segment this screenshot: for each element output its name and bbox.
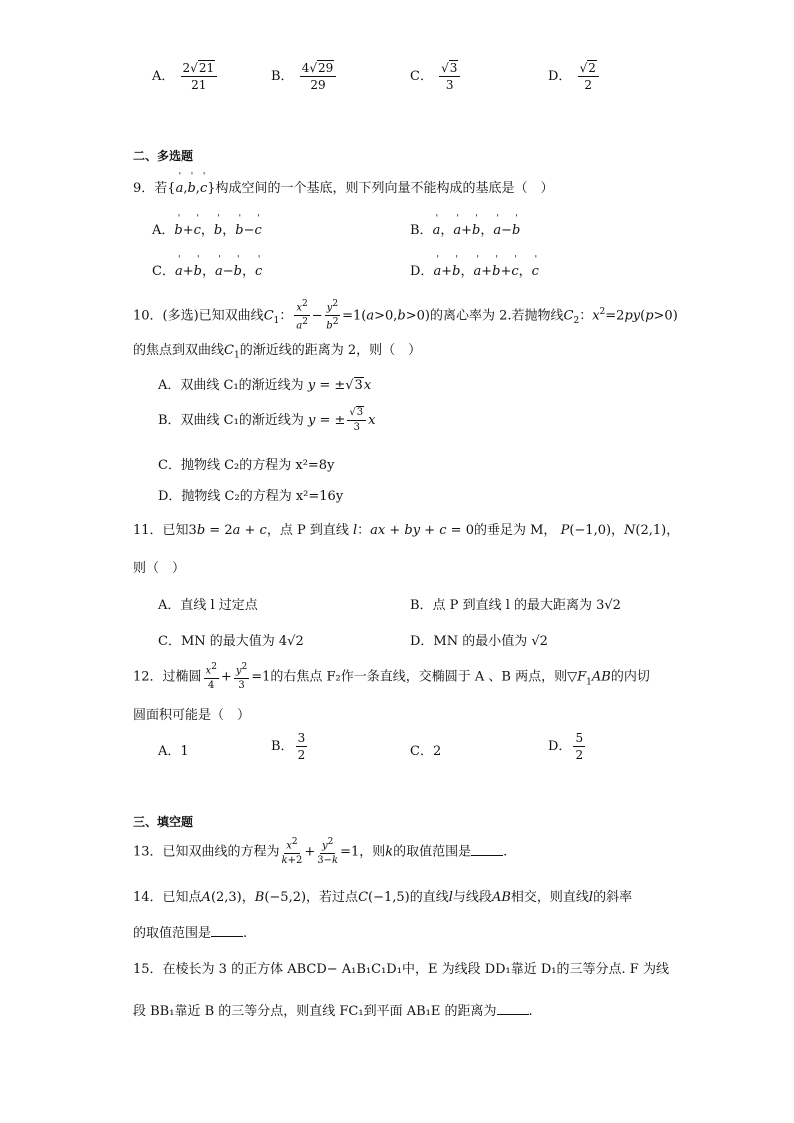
q8-option-d: D． $\frac{√2}{2}$ [548, 62, 601, 91]
q15-stem-line1: 15．在棱长为 3 的正方体 ABCD− A₁B₁C₁D₁中，E 为线段 DD₁靠近 D₁的三等分点. F 为线 [133, 962, 669, 977]
q12-stem-line1: 12．过椭圆 $\frac{x^2}{4}$ + $\frac{y^2}{3}$ =1的右焦点 F₂作一条直线，交椭圆于 A 、B 两点，则$▽F_1AB$的内切 [133, 662, 650, 692]
q11-stem-line1: 11．已知3b = 2a + c，点 P 到直线 l：ax + by + c = 0的垂足为 M， P(−1,0)，N(2,1)， [133, 523, 680, 538]
q12-option-c: C．2 [410, 744, 442, 759]
q10-option-c: C．抛物线 C₂的方程为 x²=8y [158, 458, 335, 473]
q11-option-c: C．MN 的最大值为 4√2 [158, 634, 304, 649]
q11-option-b: B．点 P 到直线 l 的最大距离为 3√2 [410, 598, 621, 613]
q12-option-b: B． $\frac{3}{2}$ [271, 731, 306, 762]
q9-stem: 9．若{' a,' b,' c}构成空间的一个基底，则下列向量不能构成的基底是（ ） [133, 177, 554, 196]
q8-option-a: A． $\frac{2√21}{21}$ [152, 62, 219, 91]
q14-stem-line2: 的取值范围是 . [133, 926, 248, 941]
q15-answer-blank[interactable] [497, 1014, 529, 1015]
section-heading-multiple-choice: 二、多选题 [133, 149, 194, 163]
q8-option-b: B． $\frac{4√29}{29}$ [271, 62, 338, 91]
q14-answer-blank[interactable] [211, 936, 243, 937]
q11-option-a: A．直线 l 过定点 [158, 598, 258, 613]
q15-stem-line2: 段 BB₁靠近 B 的三等分点，则直线 FC₁到平面 AB₁E 的距离为 . [133, 1004, 533, 1019]
q9-option-d: D．' a+' b，' a+' b+' c，' c [410, 260, 539, 279]
q10-stem-line2: 的焦点到双曲线$C_1$的渐近线的距离为 2，则（ ） [133, 343, 422, 361]
q12-option-d: D． $\frac{5}{2}$ [548, 731, 584, 762]
q13-stem: 13．已知双曲线的方程为 $\frac{x^2}{k+2}$ + $\frac{y^2}{3-k}$ =1，则k的取值范围是 . [133, 837, 508, 867]
q10-option-a: A．双曲线 C₁的渐近线为 y = ±√3x [158, 378, 372, 393]
q9-option-b: B．' a，' a+' b，' a−' b [410, 219, 520, 238]
section-heading-fill-in: 三、填空题 [133, 815, 194, 829]
q10-option-b: B．双曲线 C₁的渐近线为 y = ± $\frac{√3}{3}$ x [158, 407, 376, 433]
q11-option-d: D．MN 的最小值为 √2 [410, 634, 548, 649]
q12-stem-line2: 圆面积可能是（ ） [133, 708, 251, 723]
q10-option-d: D．抛物线 C₂的方程为 x²=16y [158, 489, 344, 504]
q14-stem-line1: 14．已知点A(2,3)，B(−5,2)，若过点C(−1,5)的直线l与线段AB相交，则直线l的斜率 [133, 890, 633, 905]
q13-answer-blank[interactable] [471, 855, 503, 856]
q9-option-c: C．' a+' b，' a−' b，' c [152, 260, 262, 279]
q10-stem-line1: 10．(多选)已知双曲线$C_1$： $\frac{x^2}{a^2}$ − $\frac{y^2}{b^2}$ =1(a>0,b>0)的离心率为 2.若抛物线$C_2$：$x^2=2py(p>0)$ [133, 299, 678, 332]
q8-option-c: C． $\frac{√3}{3}$ [410, 62, 462, 91]
q12-option-a: A．1 [158, 744, 189, 759]
q9-option-a: A．' b+' c，' b，' b−' c [152, 219, 262, 238]
q11-stem-line2: 则（ ） [133, 561, 186, 576]
